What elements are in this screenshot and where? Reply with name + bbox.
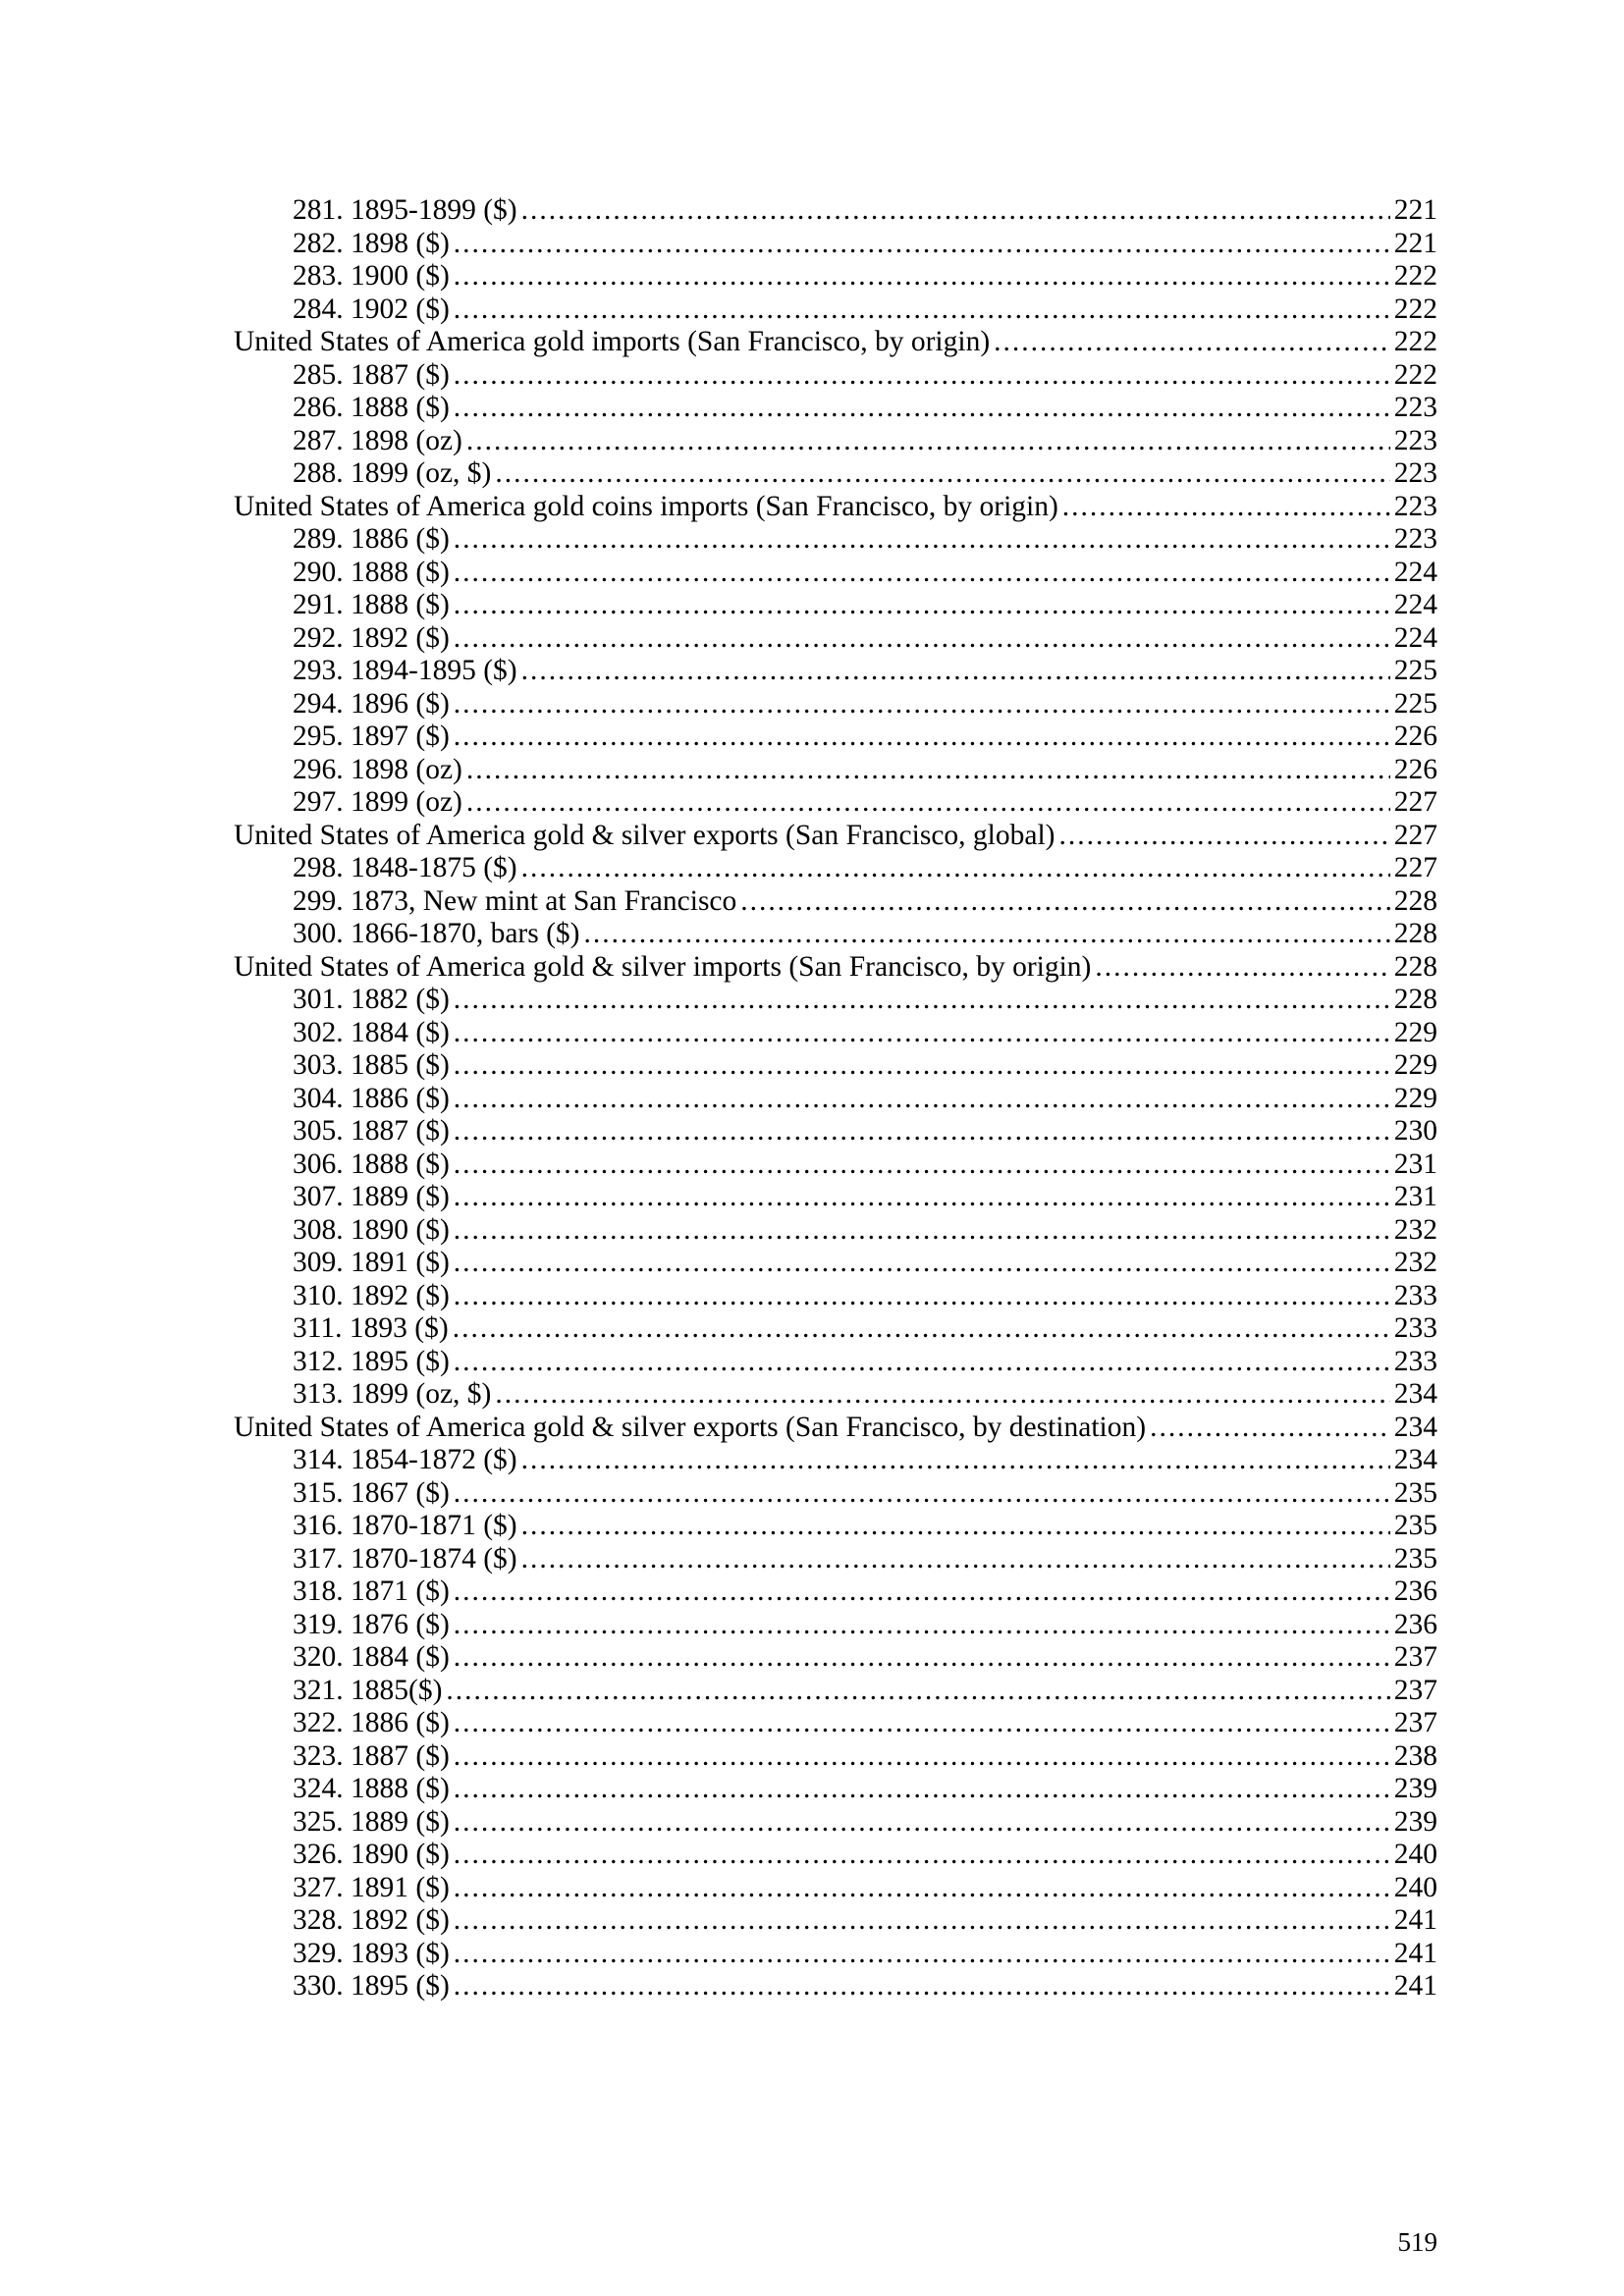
dot-leader [454, 1181, 1390, 1214]
toc-entry[interactable] [234, 523, 1437, 557]
toc-entry[interactable] [234, 655, 1437, 688]
toc-entry[interactable] [234, 1970, 1437, 2003]
toc-entry-label: 311. 1893 ($) [293, 1312, 449, 1344]
toc-entry[interactable] [234, 1346, 1437, 1379]
toc-entry-page: 233 [1393, 1279, 1437, 1311]
toc-entry-page: 234 [1393, 1411, 1437, 1443]
toc-entry-label: 294. 1896 ($) [293, 687, 450, 720]
toc-entry-label: 314. 1854-1872 ($) [293, 1444, 517, 1475]
toc-entry-label: 325. 1889 ($) [293, 1805, 450, 1838]
toc-entry-label: 320. 1884 ($) [293, 1641, 450, 1673]
dot-leader [466, 786, 1390, 820]
toc-entry[interactable] [234, 1839, 1437, 1872]
toc-entry[interactable] [234, 1675, 1437, 1708]
dot-leader [521, 1543, 1390, 1576]
toc-entry-label: 308. 1890 ($) [293, 1213, 450, 1246]
dot-leader [454, 1280, 1390, 1313]
toc-entry-label: 327. 1891 ($) [293, 1871, 450, 1903]
dot-leader [584, 918, 1390, 951]
toc-entry[interactable] [234, 1214, 1437, 1248]
toc-entry[interactable] [234, 622, 1437, 656]
toc-entry-label: 291. 1888 ($) [293, 589, 450, 620]
toc-entry-label: 289. 1886 ($) [293, 523, 450, 555]
toc-entry-page: 222 [1393, 260, 1437, 292]
toc-entry-label: 295. 1897 ($) [293, 721, 450, 752]
toc-entry[interactable] [234, 1938, 1437, 1971]
toc-entry-page: 222 [1393, 293, 1437, 325]
toc-entry-label: 281. 1895-1899 ($) [293, 194, 517, 226]
toc-entry[interactable] [234, 1115, 1437, 1148]
toc-entry-label: 310. 1892 ($) [293, 1279, 450, 1311]
table-of-contents [234, 194, 1437, 2003]
toc-entry[interactable] [234, 1872, 1437, 1905]
dot-leader [1062, 491, 1390, 524]
dot-leader [521, 194, 1390, 228]
dot-leader [454, 1049, 1390, 1083]
toc-entry-label: 292. 1892 ($) [293, 621, 450, 654]
toc-entry-label: 326. 1890 ($) [293, 1839, 450, 1870]
dot-leader [454, 1773, 1390, 1806]
toc-entry[interactable] [234, 589, 1437, 622]
toc-entry-page: 232 [1393, 1247, 1437, 1278]
toc-entry-label: 296. 1898 (oz) [293, 753, 462, 785]
dot-leader [454, 1115, 1390, 1148]
toc-entry-label: 309. 1891 ($) [293, 1247, 450, 1278]
dot-leader [454, 688, 1390, 721]
toc-entry[interactable] [234, 1017, 1437, 1050]
dot-leader [454, 294, 1390, 327]
toc-entry-page: 221 [1393, 227, 1437, 259]
dot-leader [454, 1872, 1390, 1905]
toc-entry-label: 312. 1895 ($) [293, 1345, 450, 1377]
toc-entry-page: 229 [1393, 1049, 1437, 1081]
toc-entry[interactable] [234, 688, 1437, 721]
toc-entry-page: 235 [1393, 1476, 1437, 1509]
toc-entry[interactable] [234, 1740, 1437, 1774]
toc-entry[interactable] [234, 228, 1437, 261]
toc-entry[interactable] [234, 1378, 1437, 1412]
toc-entry-label: 322. 1886 ($) [293, 1707, 450, 1738]
toc-entry-page: 239 [1393, 1805, 1437, 1838]
dot-leader [454, 1575, 1390, 1609]
toc-entry-label: 328. 1892 ($) [293, 1904, 450, 1936]
dot-leader [454, 622, 1390, 656]
dot-leader [454, 1904, 1390, 1938]
toc-entry-label: United States of America gold & silver imports (San Francisco, by origin) [234, 950, 1092, 983]
toc-entry-label: 284. 1902 ($) [293, 293, 450, 325]
toc-entry[interactable] [234, 1280, 1437, 1313]
dot-leader [1095, 951, 1389, 985]
toc-entry[interactable] [234, 721, 1437, 754]
toc-entry[interactable] [234, 1477, 1437, 1511]
toc-entry-label: 305. 1887 ($) [293, 1115, 450, 1147]
toc-entry[interactable] [234, 1707, 1437, 1740]
toc-entry-page: 241 [1393, 1904, 1437, 1936]
toc-entry-page: 228 [1393, 984, 1437, 1015]
page-number: 519 [1397, 2227, 1437, 2257]
toc-entry-page: 224 [1393, 621, 1437, 654]
toc-section-heading[interactable] [234, 951, 1437, 985]
dot-leader [454, 1740, 1390, 1774]
dot-leader [495, 1378, 1389, 1412]
dot-leader [521, 1444, 1390, 1477]
toc-entry-label: 316. 1870-1871 ($) [293, 1510, 517, 1541]
toc-entry[interactable] [234, 1049, 1437, 1083]
toc-entry-label: 319. 1876 ($) [293, 1608, 450, 1640]
toc-entry-label: 299. 1873, New mint at San Francisco [293, 884, 737, 917]
toc-entry-label: 302. 1884 ($) [293, 1016, 450, 1048]
toc-entry-page: 231 [1393, 1148, 1437, 1180]
toc-entry-page: 240 [1393, 1871, 1437, 1903]
toc-entry[interactable] [234, 294, 1437, 327]
toc-entry[interactable] [234, 425, 1437, 458]
dot-leader [454, 1083, 1390, 1116]
toc-entry-page: 241 [1393, 1937, 1437, 1969]
toc-entry-label: 307. 1889 ($) [293, 1181, 450, 1212]
toc-entry-label: 318. 1871 ($) [293, 1575, 450, 1607]
toc-entry-page: 237 [1393, 1674, 1437, 1706]
dot-leader [454, 1346, 1390, 1379]
toc-entry[interactable] [234, 1609, 1437, 1642]
toc-entry-label: 313. 1899 (oz, $) [293, 1378, 492, 1410]
toc-entry-label: 306. 1888 ($) [293, 1148, 450, 1180]
toc-entry-page: 226 [1393, 753, 1437, 785]
toc-entry[interactable] [234, 852, 1437, 885]
toc-entry-page: 233 [1393, 1345, 1437, 1377]
toc-entry-page: 240 [1393, 1839, 1437, 1870]
toc-entry[interactable] [234, 1773, 1437, 1806]
toc-entry-label: 323. 1887 ($) [293, 1739, 450, 1772]
toc-entry-page: 228 [1393, 950, 1437, 983]
toc-entry[interactable] [234, 1641, 1437, 1675]
toc-entry-label: 298. 1848-1875 ($) [293, 852, 517, 883]
dot-leader [454, 1477, 1390, 1511]
toc-entry-page: 233 [1393, 1312, 1437, 1344]
toc-entry-label: 283. 1900 ($) [293, 260, 450, 292]
toc-entry[interactable] [234, 984, 1437, 1017]
toc-entry[interactable] [234, 1083, 1437, 1116]
dot-leader [994, 326, 1390, 359]
toc-entry-label: 297. 1899 (oz) [293, 786, 462, 818]
toc-entry-page: 229 [1393, 1082, 1437, 1114]
toc-entry[interactable] [234, 1247, 1437, 1280]
toc-entry-label: 293. 1894-1895 ($) [293, 655, 517, 686]
dot-leader [521, 852, 1390, 885]
toc-entry-page: 222 [1393, 326, 1437, 357]
toc-entry[interactable] [234, 1312, 1437, 1346]
toc-entry-page: 227 [1393, 852, 1437, 883]
toc-entry-page: 223 [1393, 424, 1437, 456]
toc-entry-page: 223 [1393, 490, 1437, 522]
dot-leader [454, 721, 1390, 754]
toc-entry-label: 300. 1866-1870, bars ($) [293, 918, 580, 949]
toc-entry-page: 227 [1393, 786, 1437, 818]
toc-entry[interactable] [234, 557, 1437, 590]
toc-entry-page: 223 [1393, 392, 1437, 423]
toc-entry-label: 303. 1885 ($) [293, 1049, 450, 1081]
toc-section-heading[interactable] [234, 491, 1437, 524]
toc-entry-page: 230 [1393, 1115, 1437, 1147]
toc-entry-page: 228 [1393, 884, 1437, 917]
toc-entry[interactable] [234, 1806, 1437, 1840]
toc-entry-page: 235 [1393, 1510, 1437, 1541]
toc-entry[interactable] [234, 1444, 1437, 1477]
toc-entry-label: 304. 1886 ($) [293, 1082, 450, 1114]
toc-entry[interactable] [234, 457, 1437, 491]
dot-leader [454, 1017, 1390, 1050]
toc-entry-label: 285. 1887 ($) [293, 358, 450, 391]
toc-entry-page: 227 [1393, 819, 1437, 851]
dot-leader [454, 1707, 1390, 1740]
toc-entry[interactable] [234, 359, 1437, 393]
toc-section-heading[interactable] [234, 1412, 1437, 1445]
toc-entry-page: 223 [1393, 523, 1437, 555]
toc-entry-page: 232 [1393, 1213, 1437, 1246]
dot-leader [454, 1641, 1390, 1675]
toc-entry-page: 236 [1393, 1608, 1437, 1640]
toc-entry-label: 330. 1895 ($) [293, 1970, 450, 2002]
toc-entry-page: 234 [1393, 1378, 1437, 1410]
dot-leader [453, 1312, 1390, 1346]
dot-leader [454, 1214, 1390, 1248]
toc-entry-label: United States of America gold & silver exports (San Francisco, by destination) [234, 1411, 1147, 1443]
toc-entry-page: 237 [1393, 1641, 1437, 1673]
dot-leader [446, 1675, 1389, 1708]
toc-entry-label: 287. 1898 (oz) [293, 424, 462, 456]
dot-leader [454, 1938, 1390, 1971]
toc-entry-page: 234 [1393, 1444, 1437, 1475]
toc-entry-label: 329. 1893 ($) [293, 1937, 450, 1969]
toc-section-heading[interactable] [234, 820, 1437, 853]
dot-leader [454, 1148, 1390, 1182]
toc-section-heading[interactable] [234, 326, 1437, 359]
toc-entry-page: 231 [1393, 1181, 1437, 1212]
toc-entry-label: United States of America gold coins imports (San Francisco, by origin) [234, 490, 1058, 522]
dot-leader [454, 1247, 1390, 1280]
toc-entry-label: 321. 1885($) [293, 1674, 443, 1706]
toc-entry-page: 222 [1393, 358, 1437, 391]
toc-entry[interactable] [234, 1575, 1437, 1609]
toc-entry[interactable] [234, 1904, 1437, 1938]
toc-entry-page: 238 [1393, 1739, 1437, 1772]
toc-entry[interactable] [234, 885, 1437, 919]
toc-entry-label: United States of America gold imports (San Francisco, by origin) [234, 326, 991, 357]
toc-entry-label: 286. 1888 ($) [293, 392, 450, 423]
toc-entry[interactable] [234, 260, 1437, 294]
toc-entry-page: 221 [1393, 194, 1437, 226]
toc-entry-page: 224 [1393, 589, 1437, 620]
toc-entry[interactable] [234, 1181, 1437, 1214]
dot-leader [466, 425, 1390, 458]
dot-leader [521, 655, 1390, 688]
toc-entry-page: 228 [1393, 918, 1437, 949]
toc-entry-page: 229 [1393, 1016, 1437, 1048]
toc-entry-page: 237 [1393, 1707, 1437, 1738]
toc-entry[interactable] [234, 194, 1437, 228]
dot-leader [454, 1839, 1390, 1872]
toc-entry-page: 241 [1393, 1970, 1437, 2002]
toc-entry-page: 224 [1393, 556, 1437, 588]
toc-entry[interactable] [234, 786, 1437, 820]
toc-entry[interactable] [234, 392, 1437, 425]
toc-entry-label: 288. 1899 (oz, $) [293, 457, 492, 489]
dot-leader [1058, 820, 1389, 853]
toc-entry-page: 236 [1393, 1575, 1437, 1607]
toc-entry-label: 324. 1888 ($) [293, 1773, 450, 1804]
toc-entry[interactable] [234, 1148, 1437, 1182]
toc-entry[interactable] [234, 1543, 1437, 1576]
toc-entry-label: United States of America gold & silver exports (San Francisco, global) [234, 819, 1056, 851]
dot-leader [495, 457, 1389, 491]
toc-entry-label: 317. 1870-1874 ($) [293, 1542, 517, 1575]
dot-leader [1150, 1412, 1390, 1445]
dot-leader [521, 1510, 1390, 1543]
dot-leader [454, 984, 1390, 1017]
toc-entry-label: 282. 1898 ($) [293, 227, 450, 259]
toc-entry[interactable] [234, 754, 1437, 787]
toc-entry-page: 239 [1393, 1773, 1437, 1804]
dot-leader [466, 754, 1390, 787]
toc-entry-page: 235 [1393, 1542, 1437, 1575]
dot-leader [454, 1806, 1390, 1840]
toc-entry-page: 225 [1393, 687, 1437, 720]
toc-entry-page: 226 [1393, 721, 1437, 752]
dot-leader [454, 557, 1390, 590]
dot-leader [454, 228, 1390, 261]
toc-entry-label: 290. 1888 ($) [293, 556, 450, 588]
toc-entry-page: 223 [1393, 457, 1437, 489]
dot-leader [454, 359, 1390, 393]
dot-leader [454, 1609, 1390, 1642]
toc-entry-label: 315. 1867 ($) [293, 1476, 450, 1509]
toc-entry[interactable] [234, 918, 1437, 951]
dot-leader [454, 1970, 1390, 2003]
dot-leader [454, 392, 1390, 425]
toc-entry-label: 301. 1882 ($) [293, 984, 450, 1015]
dot-leader [454, 589, 1390, 622]
dot-leader [454, 523, 1390, 557]
toc-entry-page: 225 [1393, 655, 1437, 686]
toc-entry[interactable] [234, 1510, 1437, 1543]
dot-leader [454, 260, 1390, 294]
dot-leader [740, 885, 1389, 919]
